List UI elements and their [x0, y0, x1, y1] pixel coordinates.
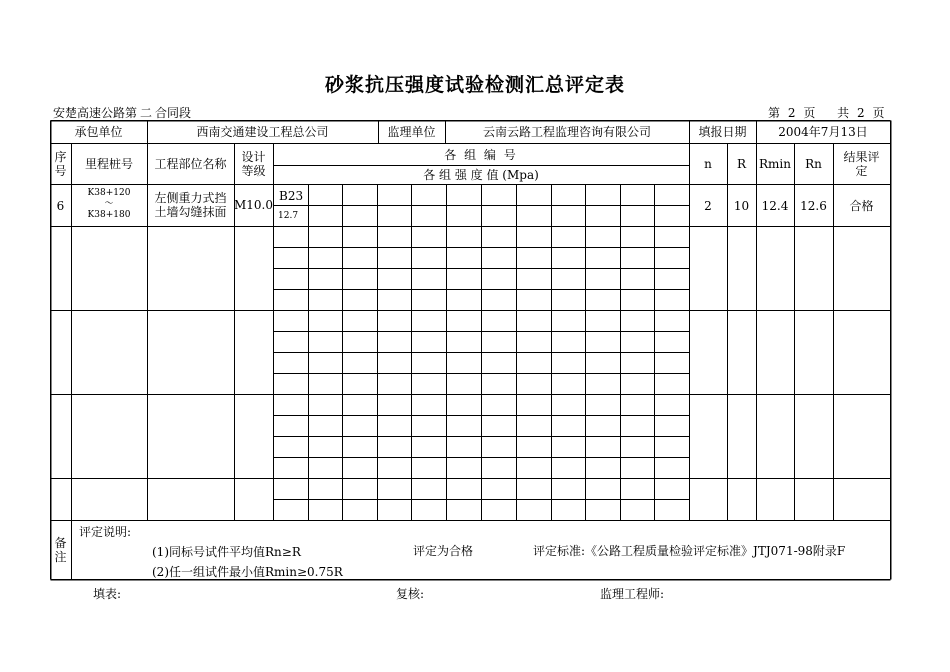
row-grade: M10.0 [234, 198, 274, 212]
row-rn: 12.6 [800, 199, 827, 213]
header-strength: 各 组 强 度 值 (Mpa) [423, 168, 539, 182]
contractor-label: 承包单位 [74, 125, 123, 139]
date-label: 填报日期 [698, 125, 747, 139]
remarks-rule-1: (1)同标号试件平均值Rn≥R [152, 545, 301, 559]
project-suffix: 合同段 [155, 106, 192, 120]
remarks-rule-2: (2)任一组试件最小值Rmin≥0.75R [152, 565, 343, 579]
row-mileage-sep: ～ [104, 199, 114, 209]
row-mileage-start: K38+120 [87, 188, 131, 198]
row-n: 2 [704, 199, 712, 213]
row-result: 合格 [849, 199, 874, 213]
supervisor-value: 云南云路工程监理咨询有限公司 [482, 125, 651, 139]
row-mileage-end: K38+180 [87, 210, 131, 220]
remarks-standard: 评定标准:《公路工程质量检验评定标准》JTJ071-98附录F [533, 544, 846, 558]
page-unit2: 页 [872, 106, 885, 120]
contractor-value: 西南交通建设工程总公司 [196, 125, 329, 139]
page-unit1: 页 [803, 106, 816, 120]
header-result-1: 结果评 [843, 150, 880, 164]
row-part-2: 土墙勾缝抹面 [154, 205, 227, 219]
supervisor-label: 监理单位 [387, 125, 436, 139]
page-current: 2 [787, 106, 796, 120]
page-first: 第 [768, 106, 781, 120]
page-title: 砂浆抗压强度试验检测汇总评定表 [324, 74, 625, 96]
row-R: 10 [733, 199, 750, 213]
header-n: n [704, 157, 712, 171]
header-part: 工程部位名称 [154, 157, 227, 171]
row-part-1: 左侧重力式挡 [154, 191, 227, 205]
footer-filler: 填表: [93, 587, 122, 601]
header-seq-1: 序 [54, 150, 67, 164]
row-strength: 12.7 [278, 211, 299, 221]
header-seq-2: 号 [54, 164, 67, 178]
row-rmin: 12.4 [761, 199, 789, 213]
page-total: 2 [857, 106, 865, 120]
footer-reviewer: 复核: [396, 587, 425, 601]
header-mileage: 里程桩号 [84, 157, 133, 171]
page-total-prefix: 共 [837, 106, 850, 120]
footer-engineer: 监理工程师: [600, 587, 665, 601]
date-value: 2004年7月13日 [778, 125, 868, 139]
row-seq: 6 [56, 199, 65, 213]
project-prefix: 安楚高速公路第 [53, 106, 138, 120]
header-R: R [736, 157, 747, 171]
remarks-conclusion: 评定为合格 [413, 544, 474, 558]
header-grade-2: 等级 [241, 164, 266, 178]
header-rn: Rn [805, 157, 822, 171]
remarks-label-2: 注 [54, 550, 67, 564]
remarks-label-1: 备 [54, 536, 67, 550]
row-group-no: B23 [279, 189, 304, 203]
header-result-2: 定 [855, 164, 868, 178]
section-number: 二 [137, 107, 155, 121]
header-grade-1: 设计 [241, 150, 266, 164]
header-group-no: 各 组 编 号 [444, 148, 518, 162]
remarks-heading: 评定说明: [79, 525, 132, 539]
header-rmin: Rmin [759, 157, 791, 171]
